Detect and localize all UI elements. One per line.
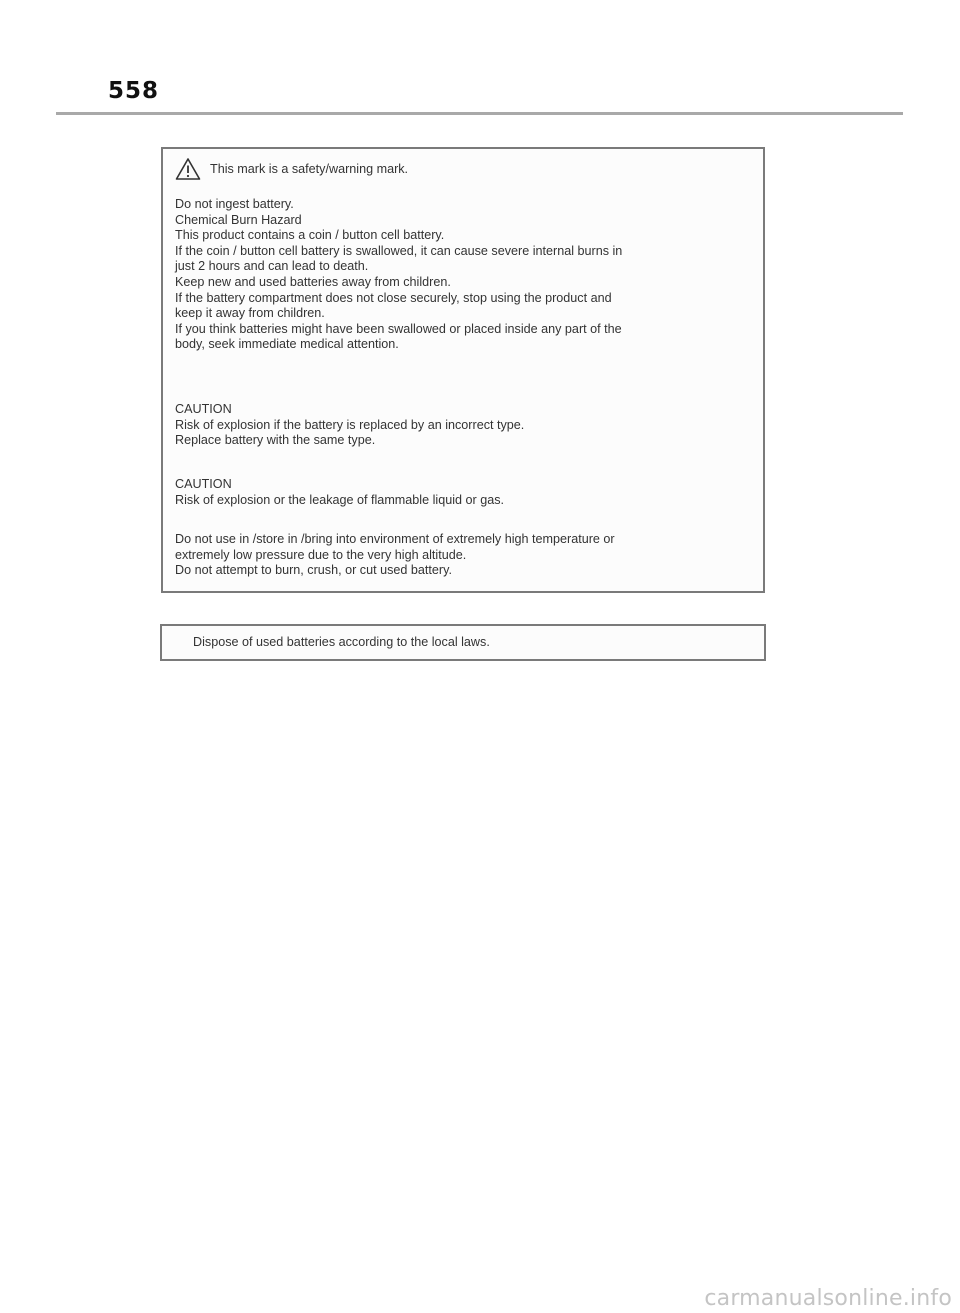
text-line: keep it away from children.	[175, 306, 325, 321]
text-line: Risk of explosion or the leakage of flammable liquid or gas.	[175, 492, 505, 507]
text-line: Chemical Burn Hazard	[175, 212, 302, 227]
text-line: just 2 hours and can lead to death.	[175, 259, 369, 274]
warning-triangle-icon	[175, 157, 201, 181]
text-line: Replace battery with the same type.	[175, 433, 376, 448]
caution-heading: CAUTION	[175, 477, 232, 491]
safety-mark-text: This mark is a safety/warning mark.	[210, 162, 409, 176]
site-watermark: carmanualsonline.info	[704, 1286, 952, 1311]
caution-replacement-paragraph	[175, 402, 524, 449]
disposal-notice-box	[160, 624, 766, 661]
text-line: Do not attempt to burn, crush, or cut used battery.	[175, 563, 452, 578]
text-line: body, seek immediate medical attention.	[175, 337, 399, 352]
text-line: This product contains a coin / button cell battery.	[175, 228, 445, 243]
disposal-notice-text: Dispose of used batteries according to the local laws.	[193, 635, 490, 649]
text-line: If the coin / button cell battery is swallowed, it can cause severe internal burns in	[175, 243, 623, 258]
caution-explosion-paragraph	[175, 477, 504, 508]
text-line: Risk of explosion if the battery is replaced by an incorrect type.	[175, 417, 525, 432]
safety-mark-line	[175, 157, 408, 181]
text-line: If the battery compartment does not close securely, stop using the product and	[175, 290, 612, 305]
text-line: extremely low pressure due to the very high altitude.	[175, 547, 467, 562]
caution-heading: CAUTION	[175, 402, 232, 416]
text-line: Do not ingest battery.	[175, 197, 294, 211]
battery-warning-box	[161, 147, 765, 593]
ingestion-warning-paragraph	[175, 197, 622, 353]
environment-warning-paragraph	[175, 532, 615, 579]
header-divider	[56, 112, 903, 115]
text-line: Do not use in /store in /bring into environment of extremely high temperature or	[175, 532, 615, 546]
text-line: Keep new and used batteries away from children.	[175, 274, 451, 289]
text-line: If you think batteries might have been swallowed or placed inside any part of the	[175, 321, 622, 336]
page-number: 558	[108, 78, 160, 104]
